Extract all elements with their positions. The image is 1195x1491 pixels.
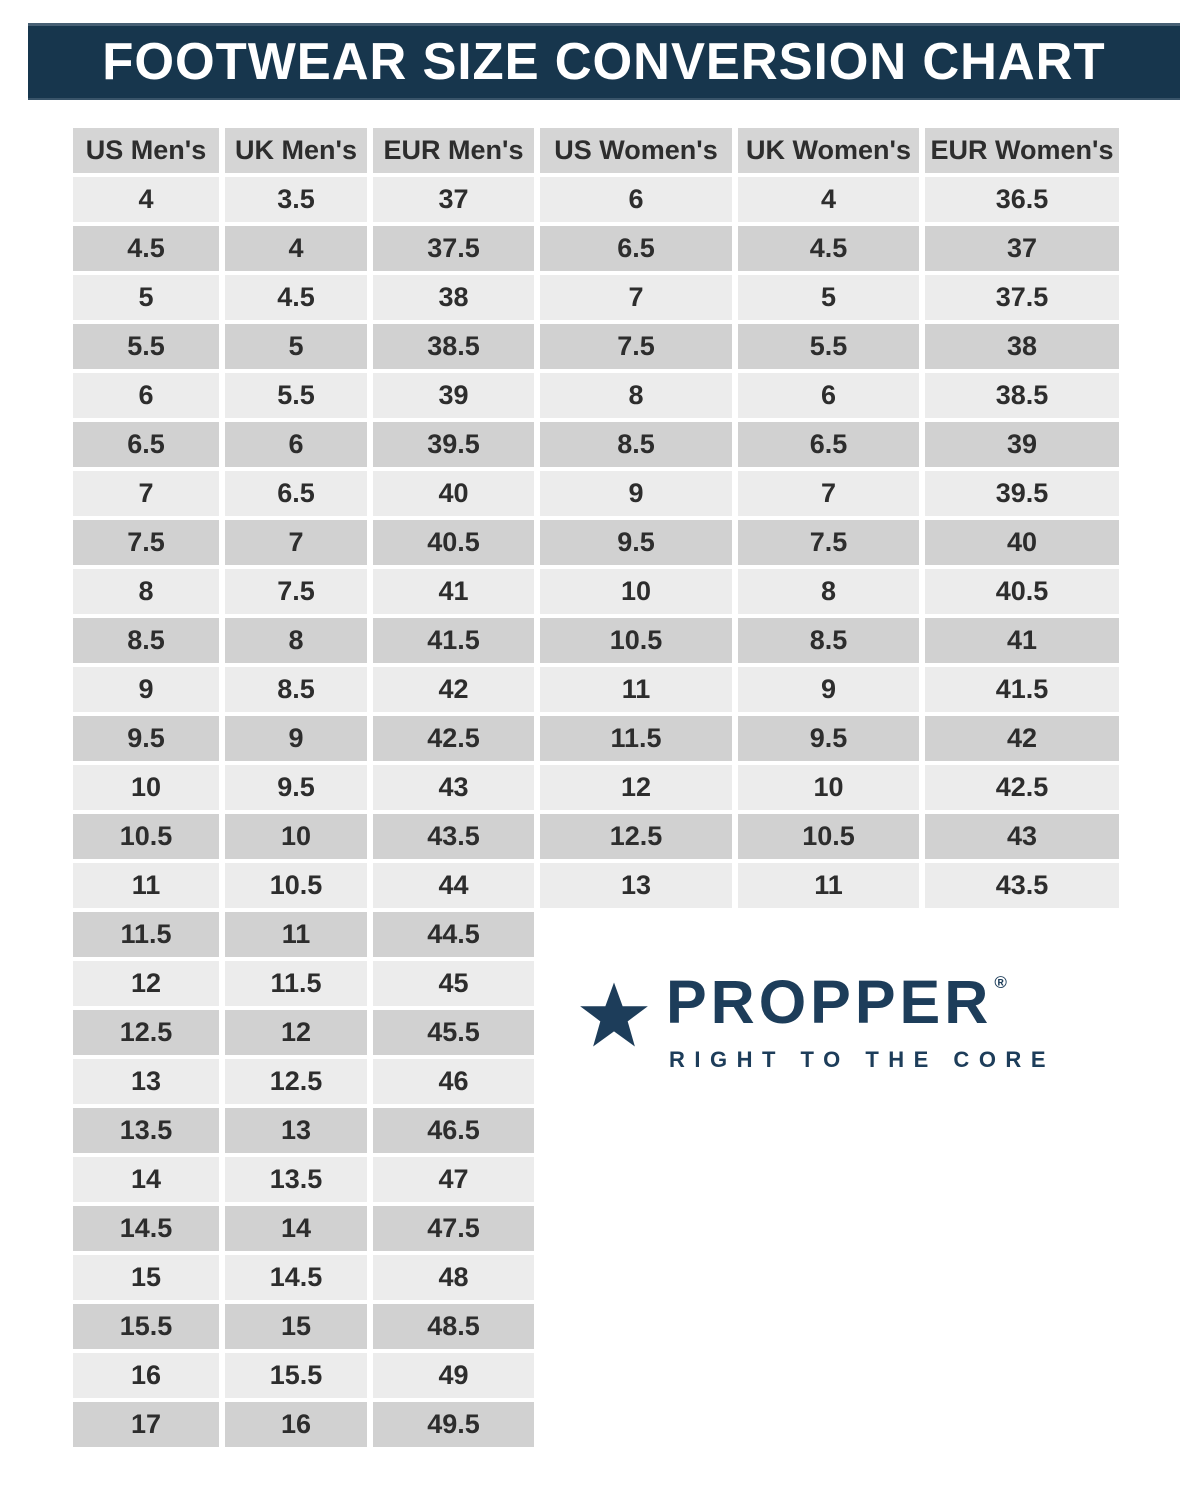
table-cell: 36.5	[925, 177, 1119, 222]
column-header: EUR Men's	[373, 128, 534, 173]
table-cell: 6	[225, 422, 367, 467]
empty-cell	[540, 1157, 732, 1202]
table-cell: 14	[225, 1206, 367, 1251]
table-cell: 13.5	[225, 1157, 367, 1202]
column-header: EUR Women's	[925, 128, 1119, 173]
table-cell: 37.5	[925, 275, 1119, 320]
table-cell: 6.5	[738, 422, 919, 467]
table-cell: 7.5	[540, 324, 732, 369]
table-cell: 43	[925, 814, 1119, 859]
table-cell: 11	[738, 863, 919, 908]
table-cell: 16	[225, 1402, 367, 1447]
column-header: US Men's	[73, 128, 219, 173]
table-cell: 44	[373, 863, 534, 908]
table-cell: 38.5	[925, 373, 1119, 418]
table-cell: 11	[225, 912, 367, 957]
table-cell: 39	[925, 422, 1119, 467]
table-cell: 46	[373, 1059, 534, 1104]
table-cell: 10.5	[73, 814, 219, 859]
empty-cell	[738, 1157, 919, 1202]
table-cell: 5	[225, 324, 367, 369]
empty-cell	[738, 1402, 919, 1447]
table-cell: 45	[373, 961, 534, 1006]
table-cell: 14.5	[73, 1206, 219, 1251]
table-cell: 9	[73, 667, 219, 712]
brand-row	[666, 968, 1055, 1036]
table-cell: 39.5	[373, 422, 534, 467]
table-cell: 49	[373, 1353, 534, 1398]
table-cell: 10	[540, 569, 732, 614]
table-cell: 5.5	[73, 324, 219, 369]
table-cell: 45.5	[373, 1010, 534, 1055]
table-cell: 13	[540, 863, 732, 908]
table-cell: 7	[540, 275, 732, 320]
empty-cell	[540, 1402, 732, 1447]
column-header: UK Women's	[738, 128, 919, 173]
table-cell: 7	[738, 471, 919, 516]
table-cell: 15.5	[73, 1304, 219, 1349]
table-cell: 10.5	[225, 863, 367, 908]
table-cell: 17	[73, 1402, 219, 1447]
brand-name: PROPPER	[666, 968, 993, 1036]
table-cell: 6.5	[225, 471, 367, 516]
empty-cell	[540, 1255, 732, 1300]
table-cell: 6.5	[73, 422, 219, 467]
table-cell: 37	[925, 226, 1119, 271]
table-cell: 12	[73, 961, 219, 1006]
table-cell: 8	[225, 618, 367, 663]
table-cell: 9.5	[540, 520, 732, 565]
table-cell: 37.5	[373, 226, 534, 271]
header-bar	[28, 23, 1180, 100]
table-cell: 5.5	[225, 373, 367, 418]
table-cell: 6	[73, 373, 219, 418]
empty-cell	[925, 1255, 1119, 1300]
table-cell: 41.5	[373, 618, 534, 663]
table-cell: 4.5	[738, 226, 919, 271]
table-cell: 9.5	[225, 765, 367, 810]
table-cell: 11.5	[73, 912, 219, 957]
table-cell: 40.5	[373, 520, 534, 565]
table-cell: 38	[925, 324, 1119, 369]
table-cell: 43.5	[373, 814, 534, 859]
table-cell: 7.5	[73, 520, 219, 565]
table-cell: 11	[540, 667, 732, 712]
table-cell: 48	[373, 1255, 534, 1300]
empty-cell	[540, 1206, 732, 1251]
table-cell: 40	[373, 471, 534, 516]
column-header: UK Men's	[225, 128, 367, 173]
table-cell: 6.5	[540, 226, 732, 271]
table-cell: 12.5	[225, 1059, 367, 1104]
table-cell: 7	[73, 471, 219, 516]
table-cell: 42	[373, 667, 534, 712]
table-cell: 5.5	[738, 324, 919, 369]
empty-cell	[738, 1304, 919, 1349]
star-icon	[578, 978, 650, 1056]
table-cell: 46.5	[373, 1108, 534, 1153]
table-cell: 12	[225, 1010, 367, 1055]
table-cell: 9	[225, 716, 367, 761]
table-cell: 14	[73, 1157, 219, 1202]
table-cell: 8.5	[225, 667, 367, 712]
table-cell: 38.5	[373, 324, 534, 369]
table-cell: 13	[225, 1108, 367, 1153]
empty-cell	[540, 1353, 732, 1398]
table-cell: 11.5	[540, 716, 732, 761]
table-cell: 4	[73, 177, 219, 222]
empty-cell	[925, 912, 1119, 957]
table-cell: 41.5	[925, 667, 1119, 712]
table-cell: 37	[373, 177, 534, 222]
table-cell: 15.5	[225, 1353, 367, 1398]
table-cell: 10	[225, 814, 367, 859]
table-cell: 39	[373, 373, 534, 418]
empty-cell	[738, 1108, 919, 1153]
table-cell: 8	[540, 373, 732, 418]
table-cell: 13	[73, 1059, 219, 1104]
brand-tagline: RIGHT TO THE CORE	[669, 1047, 1055, 1072]
table-cell: 6	[540, 177, 732, 222]
empty-cell	[925, 1206, 1119, 1251]
table-cell: 9.5	[738, 716, 919, 761]
table-cell: 9.5	[73, 716, 219, 761]
table-cell: 47.5	[373, 1206, 534, 1251]
table-cell: 7.5	[225, 569, 367, 614]
empty-cell	[925, 1157, 1119, 1202]
table-cell: 10	[738, 765, 919, 810]
table-cell: 47	[373, 1157, 534, 1202]
table-cell: 7	[225, 520, 367, 565]
table-cell: 44.5	[373, 912, 534, 957]
table-cell: 41	[925, 618, 1119, 663]
table-cell: 43	[373, 765, 534, 810]
table-cell: 6	[738, 373, 919, 418]
table-cell: 9	[540, 471, 732, 516]
table-cell: 15	[225, 1304, 367, 1349]
empty-cell	[925, 1304, 1119, 1349]
table-cell: 48.5	[373, 1304, 534, 1349]
table-cell: 4.5	[73, 226, 219, 271]
empty-cell	[540, 1304, 732, 1349]
table-cell: 42.5	[925, 765, 1119, 810]
table-cell: 8	[73, 569, 219, 614]
table-cell: 40.5	[925, 569, 1119, 614]
empty-cell	[738, 912, 919, 957]
table-cell: 4	[225, 226, 367, 271]
table-cell: 3.5	[225, 177, 367, 222]
table-cell: 5	[73, 275, 219, 320]
table-cell: 11.5	[225, 961, 367, 1006]
table-cell: 11	[73, 863, 219, 908]
table-cell: 4	[738, 177, 919, 222]
empty-cell	[738, 1353, 919, 1398]
page-title: FOOTWEAR SIZE CONVERSION CHART	[102, 32, 1106, 91]
table-cell: 8.5	[540, 422, 732, 467]
size-table	[73, 128, 1119, 1447]
table-cell: 40	[925, 520, 1119, 565]
table-cell: 4.5	[225, 275, 367, 320]
table-cell: 5	[738, 275, 919, 320]
table-cell: 10	[73, 765, 219, 810]
table-cell: 8	[738, 569, 919, 614]
table-cell: 12.5	[540, 814, 732, 859]
column-header: US Women's	[540, 128, 732, 173]
table-cell: 8.5	[73, 618, 219, 663]
table-cell: 49.5	[373, 1402, 534, 1447]
table-cell: 12	[540, 765, 732, 810]
empty-cell	[925, 1108, 1119, 1153]
empty-cell	[738, 1255, 919, 1300]
table-cell: 39.5	[925, 471, 1119, 516]
table-cell: 13.5	[73, 1108, 219, 1153]
empty-cell	[738, 1206, 919, 1251]
propper-logo	[578, 968, 1055, 1073]
table-cell: 12.5	[73, 1010, 219, 1055]
table-cell: 41	[373, 569, 534, 614]
table-cell: 10.5	[540, 618, 732, 663]
empty-cell	[925, 1402, 1119, 1447]
table-cell: 10.5	[738, 814, 919, 859]
table-cell: 42	[925, 716, 1119, 761]
logo-text-block	[666, 968, 1055, 1073]
empty-cell	[540, 1108, 732, 1153]
table-cell: 14.5	[225, 1255, 367, 1300]
table-cell: 43.5	[925, 863, 1119, 908]
table-cell: 7.5	[738, 520, 919, 565]
empty-cell	[540, 912, 732, 957]
table-cell: 8.5	[738, 618, 919, 663]
table-cell: 16	[73, 1353, 219, 1398]
table-cell: 15	[73, 1255, 219, 1300]
empty-cell	[925, 1353, 1119, 1398]
table-cell: 9	[738, 667, 919, 712]
table-cell: 38	[373, 275, 534, 320]
registered-trademark-icon: ®	[994, 973, 1007, 992]
table-cell: 42.5	[373, 716, 534, 761]
